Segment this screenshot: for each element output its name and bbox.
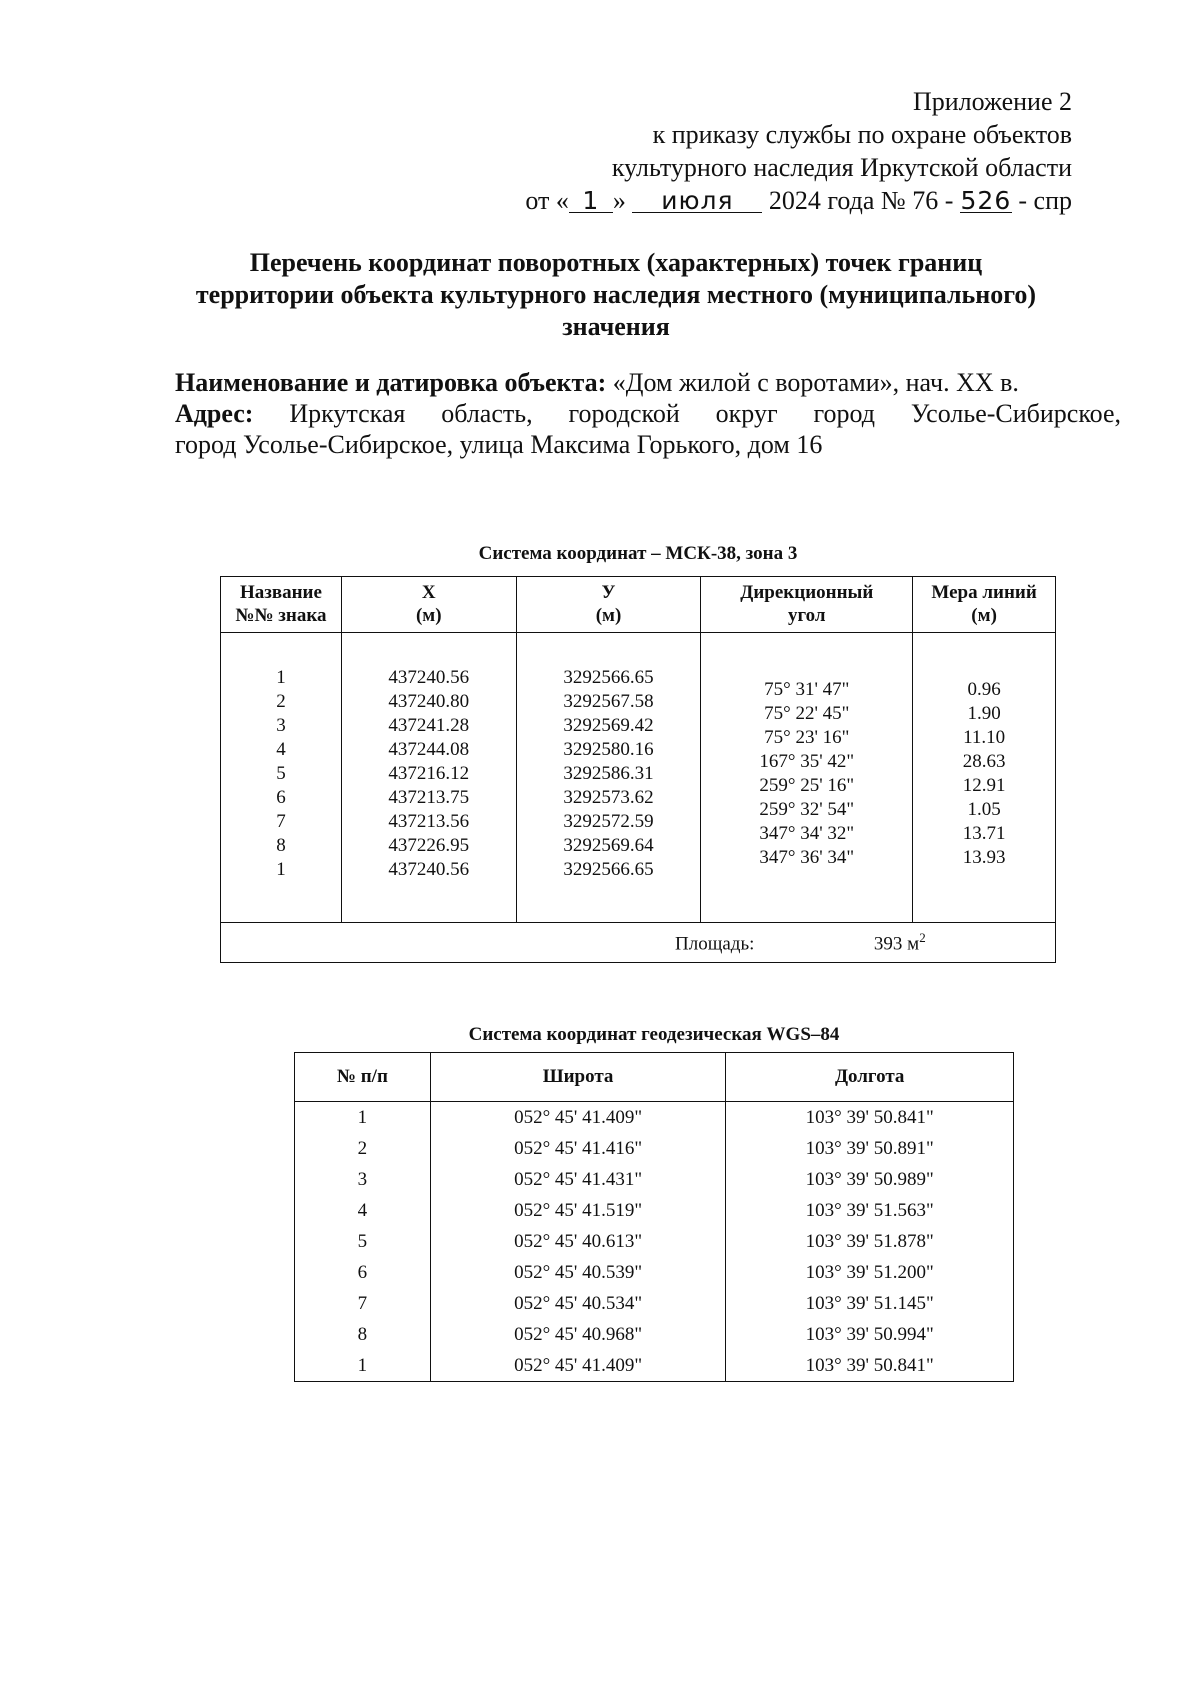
msk-y-value: 3292566.65 [563, 859, 654, 880]
handwritten-month: июля [632, 184, 762, 213]
wgs-latitude: 052° 45' 40.968" [430, 1319, 726, 1350]
wgs-point-number: 1 [295, 1350, 431, 1382]
annex-date-line [525, 184, 1072, 217]
msk-angle-value: 75° 31' 47" [764, 679, 850, 700]
table-row [295, 1102, 1014, 1134]
msk-length-value: 13.93 [962, 847, 1006, 868]
msk-point-number: 1 [276, 667, 286, 688]
msk-header-y: У (м) [516, 577, 701, 633]
msk-x-value: 437216.12 [388, 763, 470, 784]
msk-length-value: 1.05 [967, 799, 1001, 820]
wgs-coordinates-table [294, 1052, 1014, 1382]
msk-x-cell [341, 633, 516, 923]
wgs-longitude: 103° 39' 51.878" [726, 1226, 1014, 1257]
wgs-header-longitude: Долгота [726, 1053, 1014, 1102]
wgs-longitude: 103° 39' 50.841" [726, 1102, 1014, 1134]
area-label: Площадь: [675, 933, 755, 955]
msk-angle-value: 75° 22' 45" [764, 703, 850, 724]
msk-angle-value: 75° 23' 16" [764, 727, 850, 748]
year-text: 2024 года № 76 - [768, 186, 954, 215]
msk-length-value: 0.96 [967, 679, 1001, 700]
msk-x-value: 437240.56 [388, 859, 470, 880]
wgs-point-number: 6 [295, 1257, 431, 1288]
wgs-latitude: 052° 45' 41.416" [430, 1133, 726, 1164]
wgs-longitude: 103° 39' 51.200" [726, 1257, 1014, 1288]
msk-point-number: 8 [276, 835, 286, 856]
msk-x-value: 437226.95 [388, 835, 470, 856]
table-row [295, 1164, 1014, 1195]
msk-length-value: 1.90 [967, 703, 1001, 724]
msk-points-cell [221, 633, 342, 923]
wgs-longitude: 103° 39' 51.145" [726, 1288, 1014, 1319]
msk-header-point: Название №№ знака [221, 577, 342, 633]
msk-length-value: 28.63 [962, 751, 1006, 772]
msk-point-number: 6 [276, 787, 286, 808]
msk-length-value: 12.91 [962, 775, 1006, 796]
msk-x-value: 437240.56 [388, 667, 470, 688]
table-row [295, 1195, 1014, 1226]
table-row [295, 1350, 1014, 1382]
msk-x-value: 437240.80 [388, 691, 470, 712]
msk-y-cell [516, 633, 701, 923]
date-day-suffix: » [612, 186, 626, 215]
msk-angle-value: 347° 36' 34" [759, 847, 855, 868]
table-row [295, 1288, 1014, 1319]
object-name-line [175, 367, 1121, 398]
wgs-longitude: 103° 39' 51.563" [726, 1195, 1014, 1226]
annex-order-line: к приказу службы по охране объектов [652, 120, 1072, 149]
table-row [295, 1226, 1014, 1257]
msk-header-x: Х (м) [341, 577, 516, 633]
wgs-point-number: 1 [295, 1102, 431, 1134]
wgs-latitude: 052° 45' 41.409" [430, 1102, 726, 1134]
date-prefix: от « [525, 186, 569, 215]
document-title [160, 247, 1072, 343]
wgs-longitude: 103° 39' 50.994" [726, 1319, 1014, 1350]
msk-header-angle: Дирекционный угол [701, 577, 913, 633]
msk-y-value: 3292567.58 [563, 691, 654, 712]
wgs-point-number: 3 [295, 1164, 431, 1195]
msk-y-value: 3292573.62 [563, 787, 654, 808]
msk-angle-value: 347° 34' 32" [759, 823, 855, 844]
msk-angle-value: 259° 32' 54" [759, 799, 855, 820]
msk-table-caption: Система координат – МСК-38, зона 3 [478, 543, 798, 564]
wgs-header-number: № п/п [295, 1053, 431, 1102]
object-address-line-2: город Усолье-Сибирское, улица Максима Горького, дом 16 [175, 430, 823, 459]
msk-length-value: 13.71 [962, 823, 1006, 844]
area-unit-power: 2 [919, 929, 926, 945]
wgs-latitude: 052° 45' 40.539" [430, 1257, 726, 1288]
msk-x-value: 437244.08 [388, 739, 470, 760]
wgs-point-number: 5 [295, 1226, 431, 1257]
object-name-label: Наименование и датировка объекта: [175, 368, 607, 397]
msk-header-length: Мера линий (м) [913, 577, 1056, 633]
wgs-longitude: 103° 39' 50.841" [726, 1350, 1014, 1382]
msk-point-number: 5 [276, 763, 286, 784]
msk-coordinates-table [220, 576, 1056, 963]
msk-area-row [221, 923, 1056, 963]
wgs-latitude: 052° 45' 41.409" [430, 1350, 726, 1382]
msk-x-value: 437213.75 [388, 787, 470, 808]
object-address-line-1 [175, 398, 1121, 429]
msk-point-number: 7 [276, 811, 286, 832]
wgs-point-number: 7 [295, 1288, 431, 1319]
wgs-point-number: 2 [295, 1133, 431, 1164]
msk-y-value: 3292569.64 [563, 835, 654, 856]
table-row [295, 1257, 1014, 1288]
msk-angle-value: 259° 25' 16" [759, 775, 855, 796]
area-value: 393 [873, 933, 903, 955]
msk-angles-cell [701, 633, 913, 923]
msk-angle-value: 167° 35' 42" [759, 751, 855, 772]
msk-point-number: 1 [276, 859, 286, 880]
title-line-3: значения [562, 312, 670, 341]
object-name-value: «Дом жилой с воротами», нач. XX в. [612, 368, 1019, 397]
msk-length-value: 11.10 [963, 727, 1006, 748]
handwritten-number: 526 [960, 186, 1012, 215]
title-line-2: территории объекта культурного наследия местного (муниципального) [195, 280, 1037, 309]
table-row [295, 1319, 1014, 1350]
wgs-longitude: 103° 39' 50.989" [726, 1164, 1014, 1195]
handwritten-day: 1 [569, 184, 613, 213]
wgs-point-number: 8 [295, 1319, 431, 1350]
msk-x-value: 437213.56 [388, 811, 470, 832]
title-line-1: Перечень координат поворотных (характерных) точек границ [249, 248, 983, 277]
msk-point-number: 4 [276, 739, 286, 760]
wgs-point-number: 4 [295, 1195, 431, 1226]
msk-point-number: 2 [276, 691, 286, 712]
wgs-longitude: 103° 39' 50.891" [726, 1133, 1014, 1164]
address-label: Адрес: [175, 399, 254, 428]
msk-y-value: 3292580.16 [563, 739, 654, 760]
msk-y-value: 3292566.65 [563, 667, 654, 688]
wgs-latitude: 052° 45' 40.613" [430, 1226, 726, 1257]
annex-service-line: культурного наследия Иркутской области [611, 153, 1072, 182]
wgs-latitude: 052° 45' 41.431" [430, 1164, 726, 1195]
wgs-table-caption: Система координат геодезическая WGS–84 [468, 1024, 840, 1045]
number-suffix: - спр [1018, 186, 1072, 215]
table-row [295, 1133, 1014, 1164]
area-unit: м [907, 933, 920, 955]
msk-lengths-cell [913, 633, 1056, 923]
msk-x-value: 437241.28 [388, 715, 470, 736]
msk-y-value: 3292586.31 [563, 763, 654, 784]
msk-point-number: 3 [276, 715, 286, 736]
wgs-latitude: 052° 45' 40.534" [430, 1288, 726, 1319]
address-value-1: Иркутская область, городской округ город Усолье-Сибирское, [289, 399, 1122, 428]
msk-y-value: 3292569.42 [563, 715, 654, 736]
wgs-latitude: 052° 45' 41.519" [430, 1195, 726, 1226]
msk-y-value: 3292572.59 [563, 811, 654, 832]
annex-title: Приложение 2 [912, 87, 1072, 116]
wgs-header-latitude: Широта [430, 1053, 726, 1102]
